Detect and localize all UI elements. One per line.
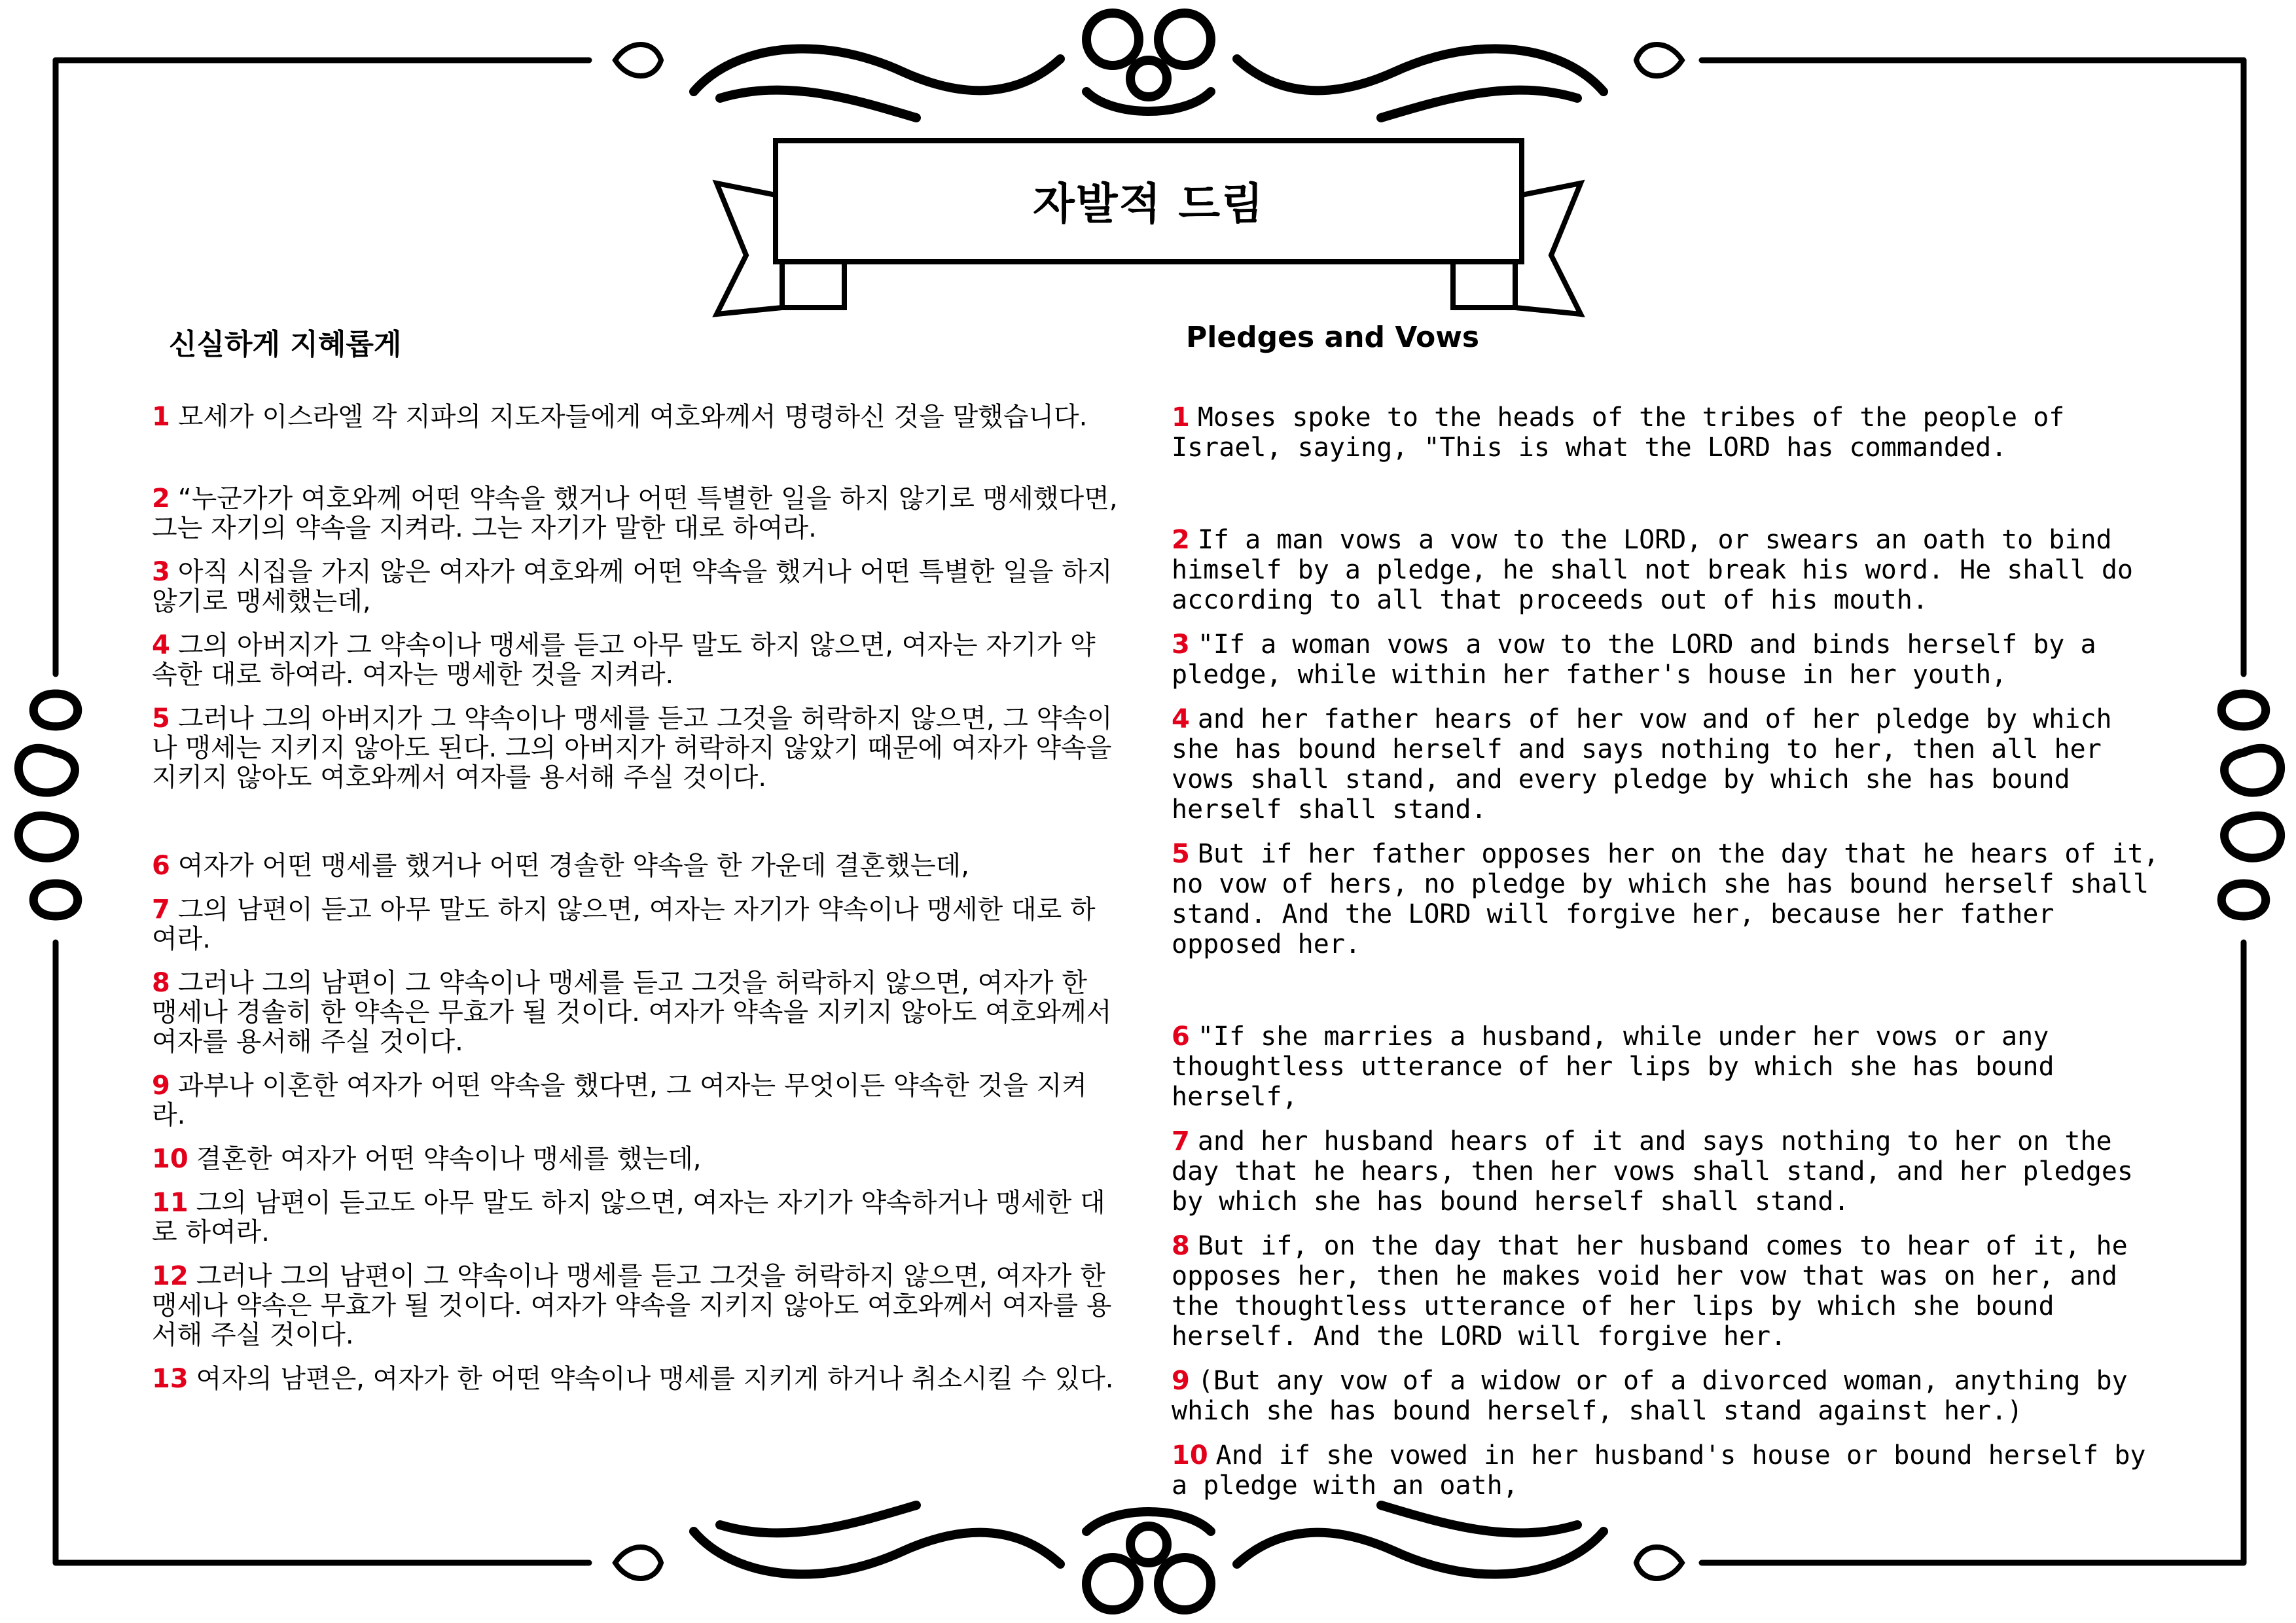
- verse-text: (But any vow of a widow or of a divorced woman, anything by which she has bound herself, shall stand against her.): [1172, 1366, 2128, 1426]
- verse-number: 7: [1172, 1126, 1190, 1156]
- verse-number: 2: [1172, 525, 1190, 555]
- page-title: 자발적 드림: [1033, 178, 1265, 229]
- verse-3: [1172, 630, 2160, 690]
- verse-number: 9: [1172, 1366, 1190, 1396]
- bottom-flourish-ornament: [615, 1505, 1682, 1610]
- verse-number: 11: [152, 1188, 188, 1218]
- verse-number: 5: [1172, 839, 1190, 869]
- verse-text: Moses spoke to the heads of the tribes of the people of Israel, saying, "This is what the LORD has commanded.: [1172, 402, 2065, 463]
- verse-number: 5: [152, 704, 170, 734]
- verse-number: 2: [152, 484, 170, 514]
- verse-text: 그러나 그의 남편이 그 약속이나 맹세를 듣고 그것을 허락하지 않으면, 여자가 한 맹세나 경솔히 한 약속은 무효가 될 것이다. 여자가 약속을 지키지 않아도 여호와께서 여자를 용서해 주실 것이다.: [152, 968, 1112, 1057]
- verse-9: [1172, 1366, 2160, 1426]
- verse-7: [152, 895, 1121, 954]
- left-flourish-ornament: [18, 694, 77, 916]
- verse-5: [152, 704, 1121, 793]
- verse-7: [1172, 1126, 2160, 1217]
- verse-6: [1172, 1022, 2160, 1112]
- verse-5: [1172, 839, 2160, 959]
- verse-number: 10: [1172, 1440, 1208, 1471]
- verse-number: 3: [1172, 630, 1190, 660]
- verse-number: 10: [152, 1144, 188, 1174]
- korean-verse-column: [152, 402, 1121, 1394]
- right-flourish-ornament: [2221, 694, 2280, 916]
- verse-text: and her father hears of her vow and of her pledge by which she has bound herself and says nothing to her, then all her vows shall stand, and every pledge by which she has bound herself shall stand.: [1172, 704, 2112, 825]
- verse-number: 1: [152, 402, 170, 432]
- verse-text: "If she marries a husband, while under her vows or any thoughtless utterance of her lips by which she has bound herself,: [1172, 1022, 2054, 1112]
- verse-1: [1172, 402, 2160, 463]
- verse-12: [152, 1262, 1121, 1350]
- verse-10: [1172, 1440, 2160, 1501]
- right-column-heading: Pledges and Vows: [1186, 321, 1480, 354]
- verse-8: [1172, 1231, 2160, 1351]
- verse-2: [1172, 525, 2160, 615]
- verse-13: [152, 1364, 1121, 1394]
- verse-10: [152, 1145, 1121, 1174]
- verse-text: 그의 남편이 듣고 아무 말도 하지 않으면, 여자는 자기가 약속이나 맹세한 대로 하여라.: [152, 895, 1096, 954]
- verse-number: 8: [1172, 1231, 1190, 1261]
- verse-number: 9: [152, 1071, 170, 1101]
- verse-number: 13: [152, 1364, 188, 1394]
- verse-number: 7: [152, 895, 170, 925]
- verse-text: And if she vowed in her husband's house or bound herself by a pledge with an oath,: [1172, 1440, 2146, 1501]
- verse-2: [152, 484, 1121, 543]
- verse-number: 6: [152, 851, 170, 881]
- verse-text: 그의 아버지가 그 약속이나 맹세를 듣고 아무 말도 하지 않으면, 여자는 자기가 약속한 대로 하여라. 여자는 맹세한 것을 지켜라.: [152, 630, 1096, 690]
- verse-number: 6: [1172, 1022, 1190, 1052]
- verse-text: If a man vows a vow to the LORD, or swears an oath to bind himself by a pledge, he shall not break his word. He shall do according to all that proceeds out of his mouth.: [1172, 525, 2134, 615]
- verse-number: 1: [1172, 402, 1190, 433]
- verse-text: 그의 남편이 듣고도 아무 말도 하지 않으면, 여자는 자기가 약속하거나 맹세한 대로 하여라.: [152, 1188, 1105, 1247]
- verse-3: [152, 558, 1121, 616]
- verse-text: 여자의 남편은, 여자가 한 어떤 약속이나 맹세를 지키게 하거나 취소시킬 수 있다.: [196, 1364, 1114, 1394]
- verse-9: [152, 1071, 1121, 1130]
- verse-number: 3: [152, 557, 170, 587]
- verse-text: 모세가 이스라엘 각 지파의 지도자들에게 여호와께서 명령하신 것을 말했습니다.: [177, 402, 1088, 432]
- verse-text: and her husband hears of it and says nothing to her on the day that he hears, then her vows shall stand, and her pledges by which she has bound herself shall stand.: [1172, 1126, 2134, 1217]
- verse-text: 과부나 이혼한 여자가 어떤 약속을 했다면, 그 여자는 무엇이든 약속한 것을 지켜라.: [152, 1071, 1087, 1130]
- verse-1: [152, 402, 1121, 432]
- verse-number: 8: [152, 968, 170, 998]
- verse-number: 12: [152, 1261, 188, 1291]
- left-column-heading: 신실하게 지혜롭게: [169, 328, 402, 361]
- verse-text: “누군가가 여호와께 어떤 약속을 했거나 어떤 특별한 일을 하지 않기로 맹세했다면, 그는 자기의 약속을 지켜라. 그는 자기가 말한 대로 하여라.: [152, 484, 1118, 543]
- verse-text: But if her father opposes her on the day that he hears of it, no vow of hers, no pledge by which she has bound herself shall stand. And the LORD will forgive her, because her father opposed her.: [1172, 839, 2159, 959]
- verse-text: 그러나 그의 아버지가 그 약속이나 맹세를 듣고 그것을 허락하지 않으면, 그 약속이나 맹세는 지키지 않아도 된다. 그의 아버지가 허락하지 않았기 때문에 여자가 약속을 지키지 않아도 여호와께서 여자를 용서해 주실 것이다.: [152, 704, 1113, 793]
- verse-6: [152, 851, 1121, 881]
- english-verse-column: [1172, 402, 2160, 1501]
- verse-11: [152, 1188, 1121, 1247]
- verse-number: 4: [1172, 704, 1190, 734]
- verse-text: 여자가 어떤 맹세를 했거나 어떤 경솔한 약속을 한 가운데 결혼했는데,: [177, 851, 969, 881]
- top-flourish-ornament: [615, 13, 1682, 118]
- verse-text: 아직 시집을 가지 않은 여자가 여호와께 어떤 약속을 했거나 어떤 특별한 일을 하지 않기로 맹세했는데,: [152, 557, 1113, 616]
- verse-8: [152, 969, 1121, 1057]
- verse-number: 4: [152, 630, 170, 660]
- verse-text: But if, on the day that her husband comes to hear of it, he opposes her, then he makes void her vow that was on her, and the thoughtless utterance of her lips by which she bound herself. And the LORD will forgive her.: [1172, 1231, 2128, 1351]
- verse-4: [1172, 704, 2160, 825]
- verse-4: [152, 631, 1121, 690]
- verse-text: "If a woman vows a vow to the LORD and binds herself by a pledge, while within her father's house in her youth,: [1172, 630, 2096, 690]
- verse-text: 결혼한 여자가 어떤 약속이나 맹세를 했는데,: [196, 1144, 702, 1174]
- verse-text: 그러나 그의 남편이 그 약속이나 맹세를 듣고 그것을 허락하지 않으면, 여자가 한 맹세나 약속은 무효가 될 것이다. 여자가 약속을 지키지 않아도 여호와께서 여자를 용서해 주실 것이다.: [152, 1261, 1112, 1350]
